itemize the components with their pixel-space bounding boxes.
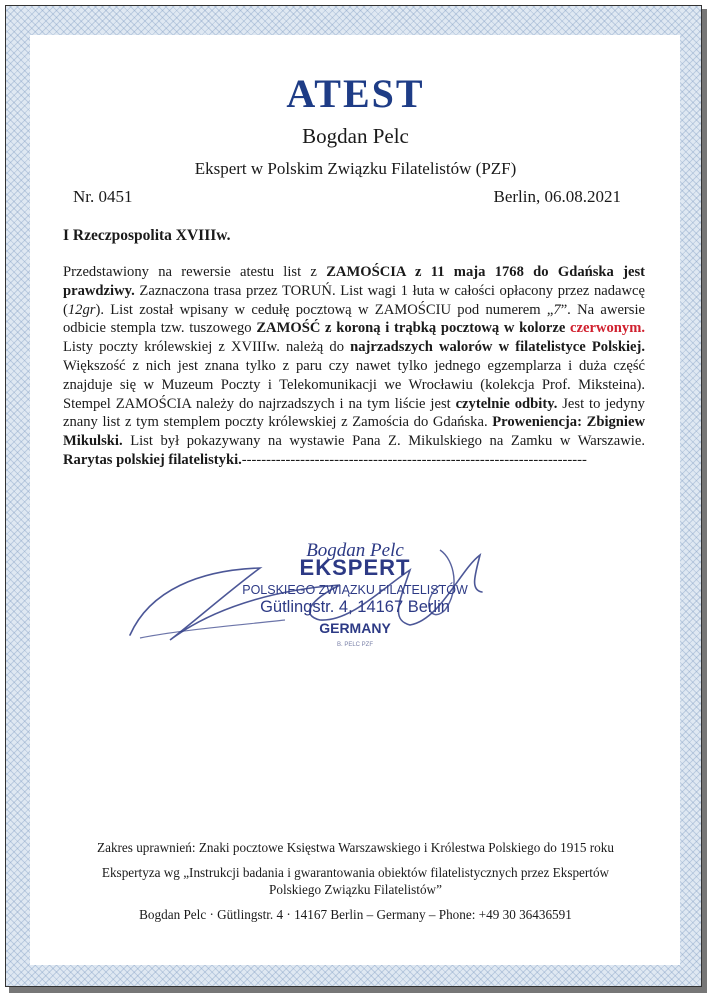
period-heading: I Rzeczpospolita XVIIIw.: [63, 227, 231, 244]
expert-subtitle: Ekspert w Polskim Związku Filatelistów (PZF): [194, 159, 517, 178]
body-text: Przedstawiony na rewersie atestu list z: [63, 264, 327, 280]
body-text: ). List został wpisany w cedułę pocztową w ZAMOŚCIU pod numerem „: [95, 301, 554, 318]
body-text: Większość z nich jest znana tylko z paru czy nawet tylko jednego egzemplarza i duża część znajduje się w Muzeum Poczty i Telekomunikacji we Wrocławiu (kolekcja Prof. Miksteina). Stempel ZAMOŚCIA należy do najrzadszych i na tym liście jest: [63, 357, 645, 412]
body-bold: Rarytas polskiej filatelistyki.: [63, 451, 242, 468]
body-bold: czytelnie odbity.: [455, 395, 558, 412]
footer-basis-line1: Ekspertyza wg „Instrukcji badania i gwarantowania obiektów filatelistycznych przez Ekspertów: [101, 865, 610, 880]
certificate-title: ATEST: [286, 71, 425, 116]
certificate-body: [63, 263, 645, 470]
body-text: Listy poczty królewskiej z XVIIIw. należą do: [63, 339, 351, 356]
body-italic: 12gr: [67, 301, 96, 318]
stamp-country: GERMANY: [319, 620, 391, 636]
place-date: Berlin, 06.08.2021: [493, 187, 621, 206]
body-bold: ZAMOŚCIA z 11 maja 1768 do Gdańska jest prawdziwy.: [63, 264, 645, 299]
body-text: List był pokazywany na wystawie Pana Z. Mikulskiego na Zamku w Warszawie.: [122, 433, 645, 450]
body-red: czerwonym.: [570, 320, 645, 337]
stamp-role: EKSPERT: [299, 555, 411, 580]
stamp-address: Gütlingstr. 4, 14167 Berlin: [260, 598, 450, 616]
body-text: Zaznaczona trasa przez TORUŃ. List wagi 1 łuta w całości opłacony przez nadawcę (: [63, 282, 645, 318]
certificate-number: Nr. 0451: [73, 187, 133, 206]
body-bold: ZAMOŚĆ z koroną i trąbką pocztową w kolorze: [256, 320, 571, 337]
stamp-organization: POLSKIEGO ZWIĄZKU FILATELISTÓW: [242, 583, 468, 597]
stamp-small-text: B. PELC PZF: [336, 642, 373, 648]
footer-scope: Zakres uprawnień: Znaki pocztowe Księstwa Warszawskiego i Królestwa Polskiego do 1915 roku: [97, 840, 614, 855]
page-shadow-bottom: [9, 987, 706, 993]
body-bold: najrzadszych walorów w filatelistyce Polskiej.: [350, 339, 645, 356]
body-text: Jest to jedyny znany list z tym stemplem poczty królewskiej z Zamościa do Gdańska.: [63, 395, 645, 431]
body-bold: Proweniencja: Zbigniew Mikulski.: [63, 414, 645, 450]
expert-name: Bogdan Pelc: [302, 124, 409, 148]
body-dashes: -----------------------------------------------------------------------: [241, 451, 587, 468]
footer-basis-line2: Polskiego Związku Filatelistów”: [269, 882, 442, 897]
body-text: ”. Na awersie odbicie stempla tzw. tuszowego: [63, 301, 645, 337]
stamp-name: Bogdan Pelc: [306, 540, 404, 561]
footer-contact: Bogdan Pelc · Gütlingstr. 4 · 14167 Berlin – Germany – Phone: +49 30 36436591: [139, 907, 572, 922]
body-italic: 7: [553, 301, 561, 318]
